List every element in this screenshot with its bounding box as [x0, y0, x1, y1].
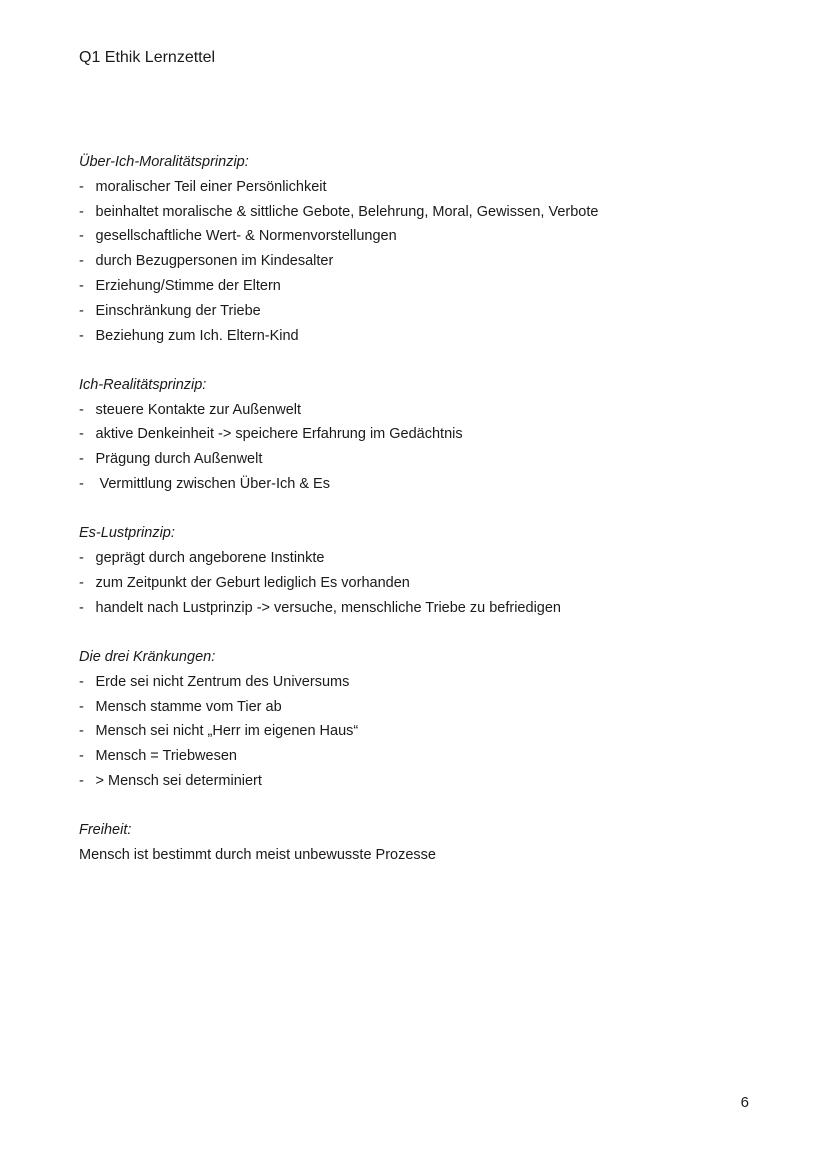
section-title: Über-Ich-Moralitätsprinzip:	[79, 154, 249, 170]
section-title: Freiheit:	[79, 822, 132, 839]
bullet-dash: -	[79, 451, 84, 468]
list-item	[79, 546, 779, 571]
section-ueber-ich	[79, 150, 779, 348]
bullet-dash: -	[79, 401, 84, 418]
list-item	[79, 596, 779, 621]
list-item	[79, 447, 779, 472]
bullet-list	[79, 546, 779, 620]
list-item	[79, 769, 779, 794]
list-item-text: Einschränkung der Triebe	[95, 302, 261, 319]
list-item	[79, 274, 779, 299]
section-title: Ich-Realitätsprinzip:	[79, 376, 207, 393]
list-item-text: gesellschaftliche Wert- & Normenvorstellungen	[95, 228, 397, 245]
list-item	[79, 249, 779, 274]
list-item-text: Erziehung/Stimme der Eltern	[95, 277, 281, 294]
list-item-text: durch Bezugpersonen im Kindesalter	[95, 253, 334, 270]
list-item	[79, 175, 779, 200]
bullet-list	[79, 175, 779, 349]
list-item-text: Erde sei nicht Zentrum des Universums	[95, 673, 350, 690]
bullet-dash: -	[79, 550, 84, 567]
list-item-text: > Mensch sei determiniert	[95, 773, 262, 790]
bullet-dash: -	[79, 277, 84, 294]
bullet-dash: -	[79, 476, 84, 493]
list-item	[79, 299, 779, 324]
bullet-dash: -	[79, 426, 84, 443]
list-item-text: Mensch = Triebwesen	[95, 748, 237, 765]
list-item	[79, 324, 779, 349]
section-freiheit	[79, 818, 779, 868]
list-item-text: steuere Kontakte zur Außenwelt	[95, 401, 302, 418]
bullet-dash: -	[79, 599, 84, 616]
list-item	[79, 398, 779, 423]
list-item-text: moralischer Teil einer Persönlichkeit	[95, 178, 327, 195]
bullet-dash: -	[79, 673, 84, 690]
list-item	[79, 670, 779, 695]
bullet-dash: -	[79, 773, 84, 790]
list-item	[79, 695, 779, 720]
list-item-text: Beziehung zum Ich. Eltern-Kind	[95, 327, 299, 344]
bullet-dash: -	[79, 723, 84, 740]
list-item	[79, 571, 779, 596]
section-kraenkungen	[79, 645, 779, 794]
bullet-dash: -	[79, 748, 84, 765]
bullet-list	[79, 670, 779, 794]
list-item	[79, 472, 779, 497]
page-header-title: Q1 Ethik Lernzettel	[79, 49, 216, 66]
list-item	[79, 422, 779, 447]
bullet-dash: -	[79, 574, 84, 591]
document-body	[79, 150, 779, 892]
list-item	[79, 224, 779, 249]
list-item	[79, 719, 779, 744]
list-item-text: Mensch sei nicht „Herr im eigenen Haus“	[95, 723, 359, 740]
list-item-text: Mensch stamme vom Tier ab	[95, 698, 282, 715]
bullet-list	[79, 398, 779, 497]
bullet-dash: -	[79, 302, 84, 319]
list-item-text: geprägt durch angeborene Instinkte	[95, 550, 325, 567]
section-es	[79, 521, 779, 620]
list-item	[79, 200, 779, 225]
list-item-text: zum Zeitpunkt der Geburt lediglich Es vorhanden	[95, 574, 410, 591]
bullet-dash: -	[79, 253, 84, 270]
list-item-text: beinhaltet moralische & sittliche Gebote, Belehrung, Moral, Gewissen, Verbote	[95, 203, 599, 220]
section-title: Es-Lustprinzip:	[79, 525, 175, 542]
page-number: 6	[740, 1094, 749, 1111]
bullet-dash: -	[79, 203, 84, 220]
section-title: Die drei Kränkungen:	[79, 649, 216, 666]
list-item-text: handelt nach Lustprinzip -> versuche, menschliche Triebe zu befriedigen	[95, 599, 561, 616]
section-ich	[79, 373, 779, 497]
bullet-dash: -	[79, 327, 84, 344]
list-item-text: Prägung durch Außenwelt	[95, 451, 263, 468]
bullet-dash: -	[79, 228, 84, 245]
list-item	[79, 744, 779, 769]
list-item-text: aktive Denkeinheit -> speichere Erfahrung im Gedächtnis	[95, 426, 463, 443]
bullet-dash: -	[79, 178, 84, 195]
bullet-dash: -	[79, 698, 84, 715]
freiheit-text: Mensch ist bestimmt durch meist unbewusste Prozesse	[79, 847, 436, 864]
list-item-text: Vermittlung zwischen Über-Ich & Es	[99, 476, 330, 493]
